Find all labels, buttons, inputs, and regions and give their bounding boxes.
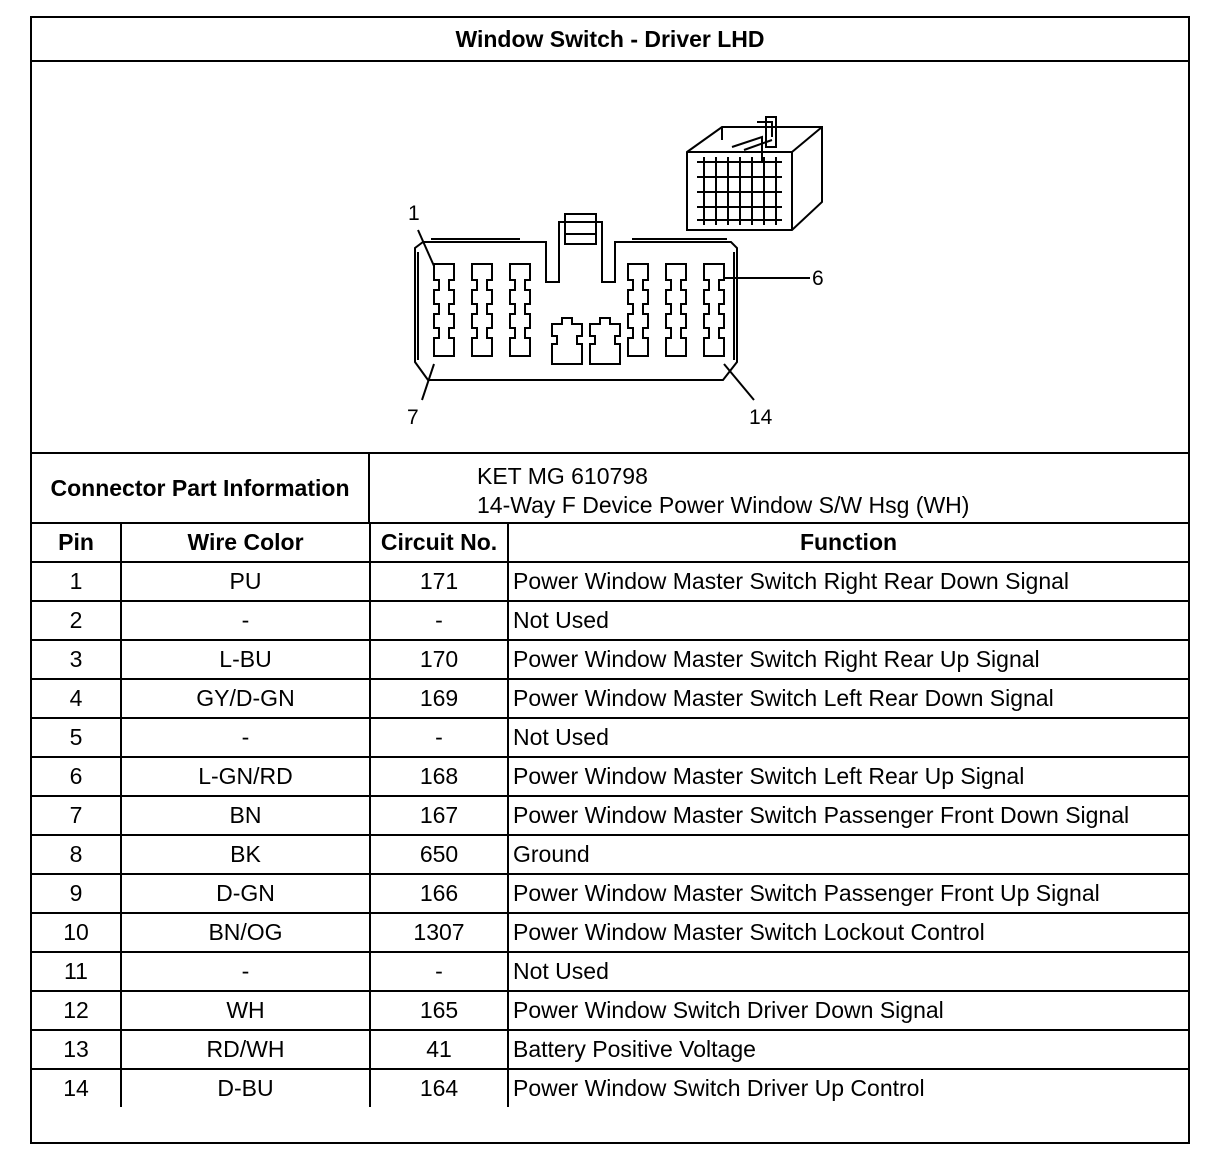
connector-sheet [30, 16, 1190, 1144]
cell-circuit: 41 [370, 1030, 508, 1069]
table-header-row [32, 524, 1188, 562]
cell-wire-color: - [121, 952, 370, 991]
terminal-cavities [434, 264, 724, 364]
cell-circuit: 165 [370, 991, 508, 1030]
table-row [32, 640, 1188, 679]
pin-label-7: 7 [407, 406, 419, 429]
cell-circuit: - [370, 718, 508, 757]
cell-pin: 5 [32, 718, 121, 757]
cell-pin: 14 [32, 1069, 121, 1107]
cell-pin: 12 [32, 991, 121, 1030]
table-row [32, 757, 1188, 796]
cell-function: Not Used [508, 952, 1188, 991]
connector-face-drawing [32, 62, 1188, 454]
table-row [32, 952, 1188, 991]
table-row [32, 1069, 1188, 1107]
table-row [32, 1030, 1188, 1069]
cell-function: Power Window Master Switch Left Rear Down Signal [508, 679, 1188, 718]
connector-3d-view [687, 117, 822, 230]
cell-function: Power Window Master Switch Lockout Control [508, 913, 1188, 952]
cell-function: Not Used [508, 718, 1188, 757]
cell-wire-color: L-GN/RD [121, 757, 370, 796]
sheet-title: Window Switch - Driver LHD [32, 18, 1188, 62]
header-wire-color: Wire Color [121, 524, 370, 562]
pin-label-6: 6 [812, 267, 824, 290]
cell-circuit: 650 [370, 835, 508, 874]
table-row [32, 991, 1188, 1030]
connector-face-outline [415, 214, 737, 380]
cell-wire-color: D-BU [121, 1069, 370, 1107]
cell-pin: 4 [32, 679, 121, 718]
cell-pin: 1 [32, 562, 121, 601]
pinout-table [32, 524, 1188, 1107]
cell-circuit: 171 [370, 562, 508, 601]
cell-circuit: - [370, 601, 508, 640]
cell-function: Ground [508, 835, 1188, 874]
cell-pin: 11 [32, 952, 121, 991]
cell-pin: 7 [32, 796, 121, 835]
cell-pin: 8 [32, 835, 121, 874]
cell-circuit: 169 [370, 679, 508, 718]
cell-pin: 3 [32, 640, 121, 679]
cell-wire-color: - [121, 601, 370, 640]
cell-wire-color: - [121, 718, 370, 757]
pin-label-14: 14 [749, 406, 773, 429]
header-function: Function [508, 524, 1188, 562]
part-number: KET MG 610798 [477, 463, 648, 489]
header-pin: Pin [32, 524, 121, 562]
cell-function: Power Window Switch Driver Up Control [508, 1069, 1188, 1107]
cell-wire-color: PU [121, 562, 370, 601]
table-row [32, 562, 1188, 601]
table-row [32, 913, 1188, 952]
cell-circuit: 168 [370, 757, 508, 796]
header-circuit: Circuit No. [370, 524, 508, 562]
cell-circuit: 1307 [370, 913, 508, 952]
cell-function: Power Window Switch Driver Down Signal [508, 991, 1188, 1030]
table-row [32, 679, 1188, 718]
connector-part-info-label: Connector Part Information [32, 454, 370, 522]
connector-part-info [32, 454, 1188, 524]
table-row [32, 601, 1188, 640]
part-description: 14-Way F Device Power Window S/W Hsg (WH) [477, 492, 970, 518]
cell-pin: 13 [32, 1030, 121, 1069]
cell-wire-color: D-GN [121, 874, 370, 913]
cell-wire-color: BN [121, 796, 370, 835]
cell-wire-color: L-BU [121, 640, 370, 679]
cell-pin: 2 [32, 601, 121, 640]
cell-function: Power Window Master Switch Right Rear Up Signal [508, 640, 1188, 679]
cell-circuit: - [370, 952, 508, 991]
connector-diagram [32, 62, 1188, 454]
table-row [32, 718, 1188, 757]
cell-circuit: 167 [370, 796, 508, 835]
table-row [32, 796, 1188, 835]
cell-wire-color: RD/WH [121, 1030, 370, 1069]
cell-circuit: 166 [370, 874, 508, 913]
cell-function: Battery Positive Voltage [508, 1030, 1188, 1069]
cell-circuit: 164 [370, 1069, 508, 1107]
cell-wire-color: GY/D-GN [121, 679, 370, 718]
cell-pin: 9 [32, 874, 121, 913]
cell-function: Power Window Master Switch Passenger Front Down Signal [508, 796, 1188, 835]
cell-wire-color: WH [121, 991, 370, 1030]
cell-function: Power Window Master Switch Right Rear Down Signal [508, 562, 1188, 601]
table-row [32, 835, 1188, 874]
table-row [32, 874, 1188, 913]
connector-part-info-value [477, 462, 969, 520]
cell-wire-color: BN/OG [121, 913, 370, 952]
cell-function: Power Window Master Switch Left Rear Up Signal [508, 757, 1188, 796]
cell-wire-color: BK [121, 835, 370, 874]
cell-function: Power Window Master Switch Passenger Front Up Signal [508, 874, 1188, 913]
cell-pin: 6 [32, 757, 121, 796]
cell-circuit: 170 [370, 640, 508, 679]
cell-function: Not Used [508, 601, 1188, 640]
pin-label-1: 1 [408, 202, 420, 225]
cell-pin: 10 [32, 913, 121, 952]
